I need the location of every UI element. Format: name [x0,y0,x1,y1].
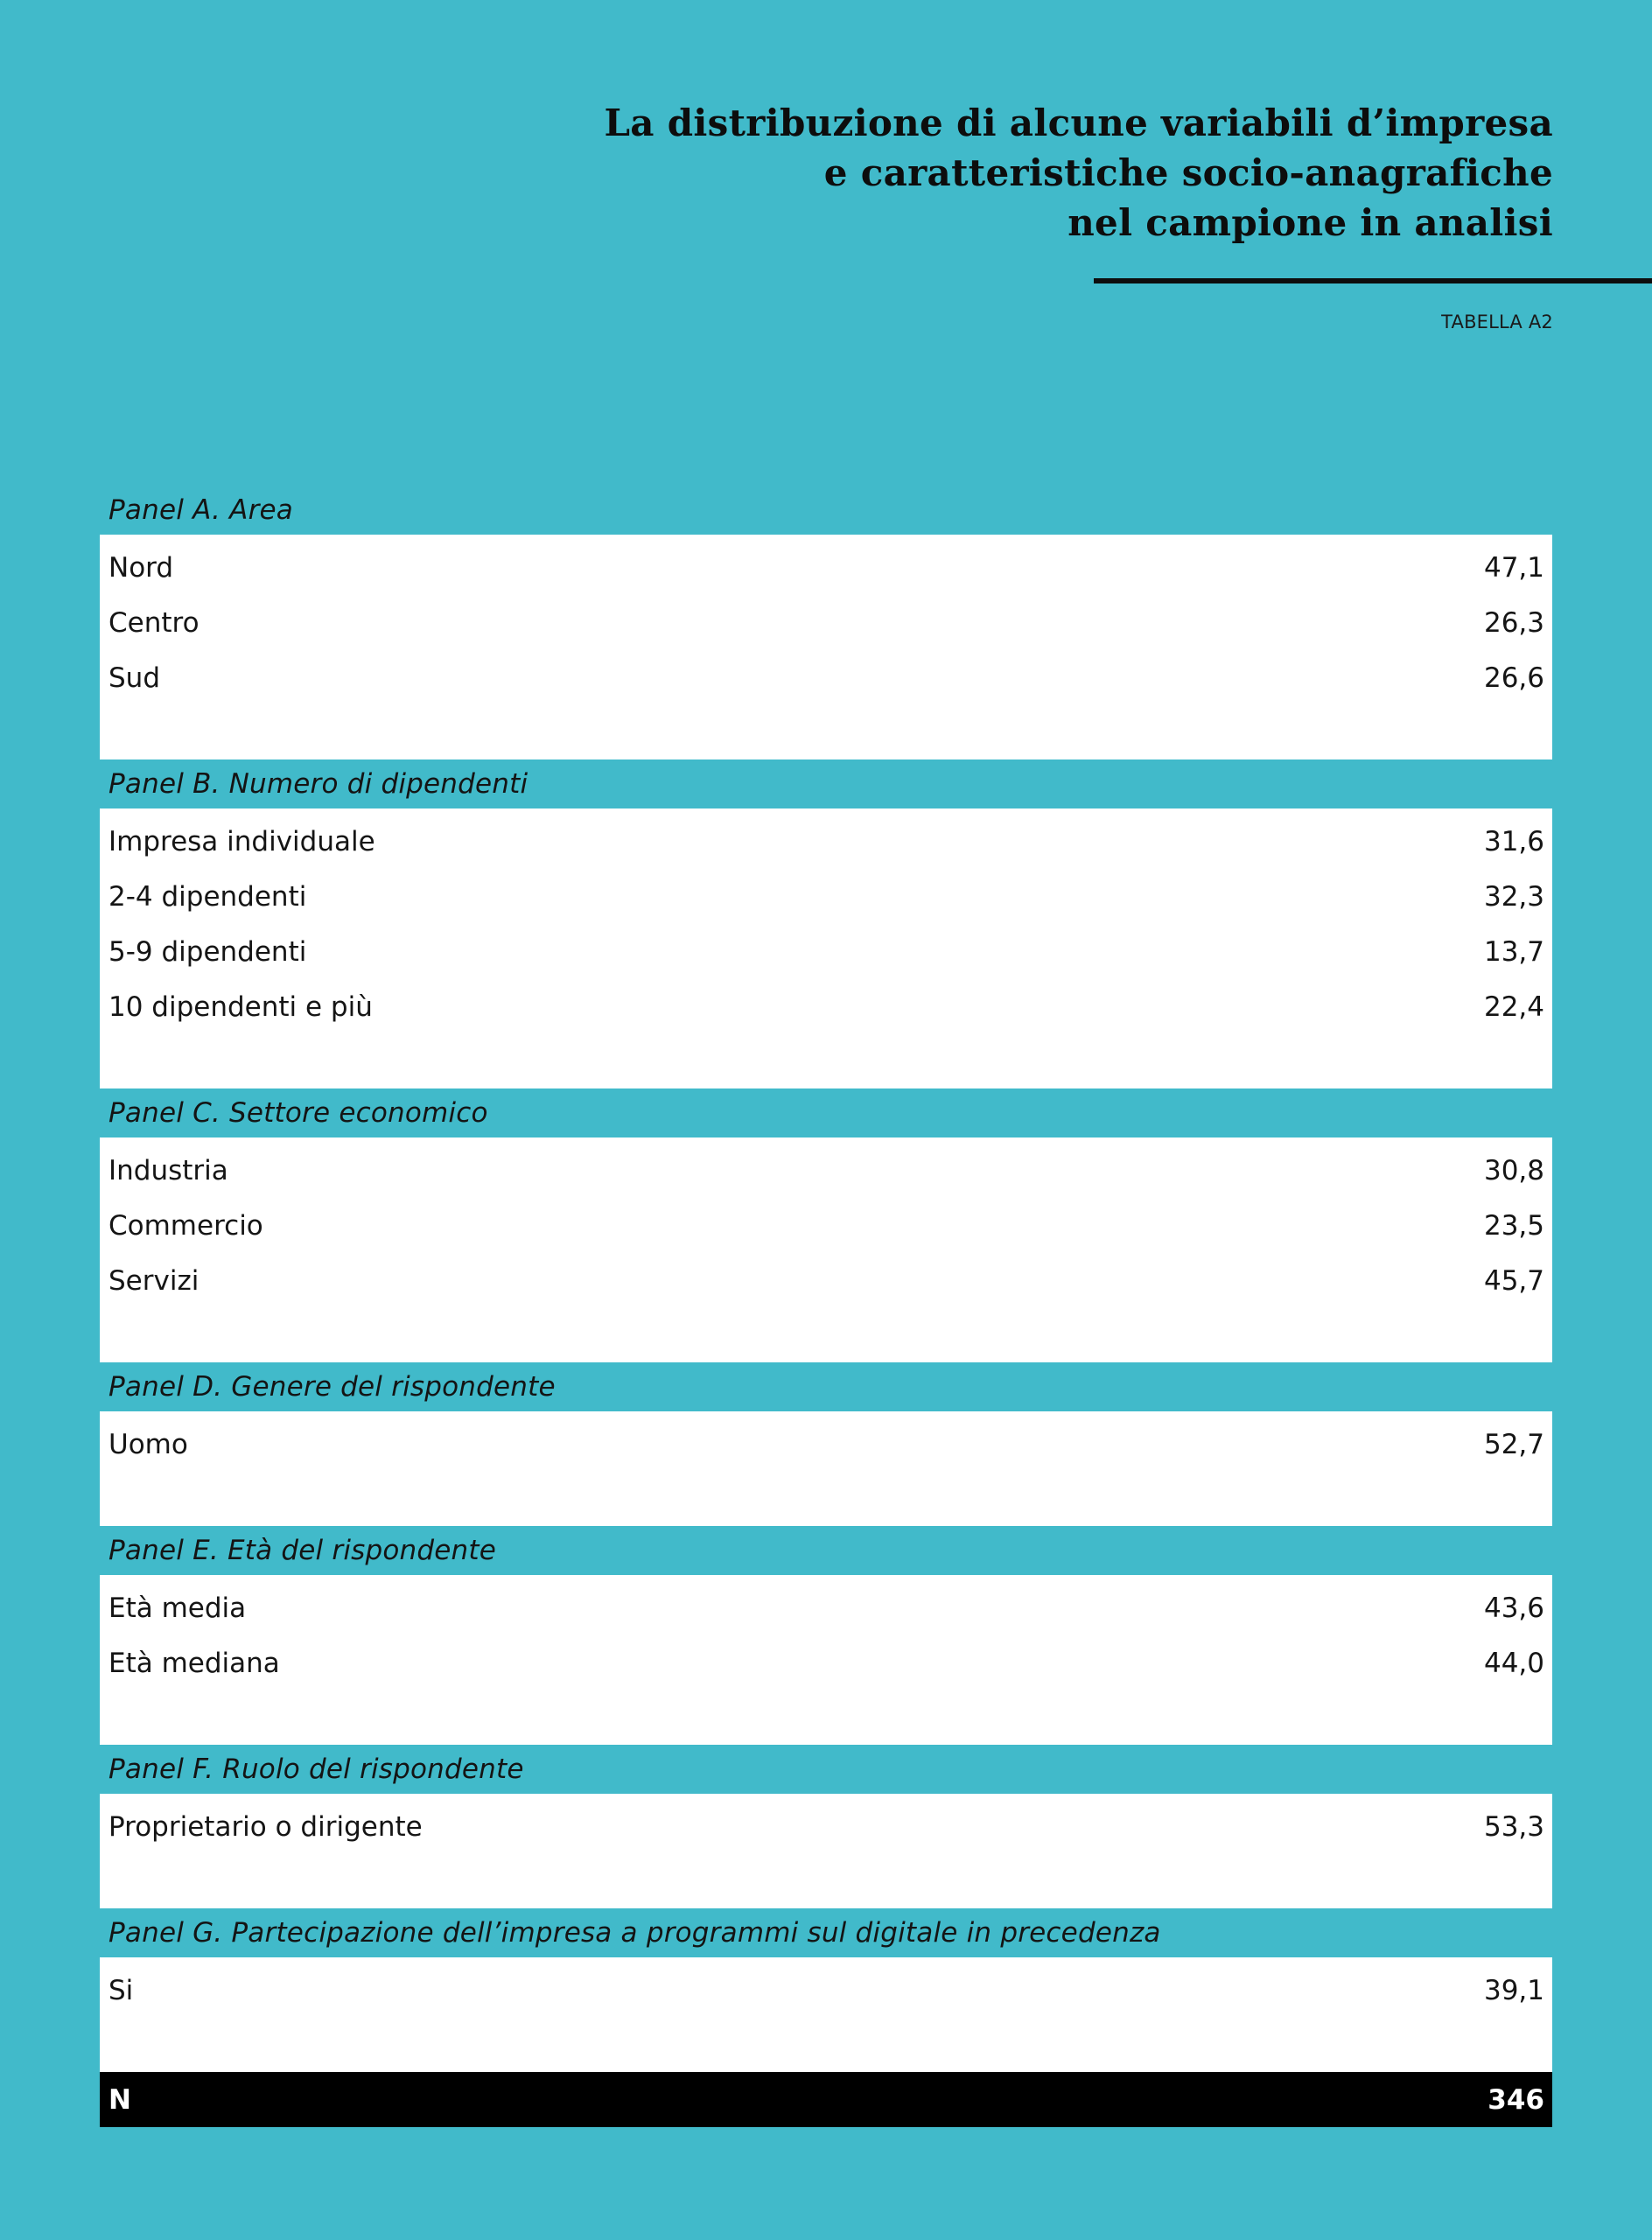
title-line-2: e caratteristiche socio-anagrafiche [823,151,1553,194]
row-value: 26,3 [1483,606,1544,639]
table-row [100,1963,1552,2018]
row-label: Sud [108,662,161,694]
row-label: Impresa individuale [108,825,375,858]
panel-spacer [100,1308,1552,1362]
row-label: Nord [108,551,174,584]
table-row [100,540,1552,595]
table-row [100,1143,1552,1198]
row-value: 22,4 [1483,990,1544,1023]
row-label: Uomo [108,1428,188,1460]
row-label: Età media [108,1592,247,1624]
title-line-1: La distribuzione di alcune variabili d’impresa [604,102,1553,144]
title-divider [1094,278,1652,284]
row-label: 2-4 dipendenti [108,880,307,913]
table-row [100,1580,1552,1635]
row-label: Si [108,1974,134,2006]
row-value: 13,7 [1483,935,1544,968]
total-label: N [108,2083,131,2116]
row-value: 31,6 [1483,825,1544,858]
row-value: 47,1 [1483,551,1544,584]
row-value: 45,7 [1483,1264,1544,1297]
row-value: 39,1 [1483,1974,1544,2006]
panel-title: Panel D. Genere del rispondente [108,1371,556,1403]
row-label: 5-9 dipendenti [108,935,307,968]
panel-title: Panel B. Numero di dipendenti [108,768,528,800]
row-value: 44,0 [1483,1647,1544,1679]
row-value: 26,6 [1483,662,1544,694]
row-label: Proprietario o dirigente [108,1810,423,1843]
row-value: 52,7 [1483,1428,1544,1460]
panel-title: Panel E. Età del rispondente [108,1535,497,1566]
row-label: Industria [108,1154,228,1186]
row-value: 23,5 [1483,1209,1544,1242]
panel-spacer [100,1854,1552,1908]
table-label: TABELLA A2 [1441,312,1553,332]
panel-spacer [100,2018,1552,2072]
panel-title: Panel G. Partecipazione dell’impresa a programmi sul digitale in precedenza [108,1917,1161,1949]
row-label: Centro [108,606,200,639]
total-row [100,2072,1552,2127]
table-row [100,1253,1552,1308]
panel-spacer [100,705,1552,760]
panel-body [100,1411,1552,1526]
table-row [100,979,1552,1034]
page-title [503,98,1553,248]
table-row [100,1799,1552,1854]
title-line-3: nel campione in analisi [1068,201,1553,244]
panel-title: Panel C. Settore economico [108,1097,488,1129]
row-value: 53,3 [1483,1810,1544,1843]
data-table [100,486,1552,2127]
table-row [100,814,1552,869]
panel-body [100,535,1552,760]
row-value: 30,8 [1483,1154,1544,1186]
panel-body [100,1794,1552,1908]
table-row [100,1198,1552,1253]
row-value: 32,3 [1483,880,1544,913]
total-value: 346 [1488,2083,1544,2116]
table-row [100,1635,1552,1690]
table-row [100,869,1552,924]
panel-spacer [100,1472,1552,1526]
panel-body [100,1957,1552,2072]
table-row [100,1417,1552,1472]
row-label: Servizi [108,1264,200,1297]
row-label: Commercio [108,1209,263,1242]
panel-spacer [100,1690,1552,1745]
row-value: 43,6 [1483,1592,1544,1624]
table-row [100,650,1552,705]
panel-title: Panel F. Ruolo del rispondente [108,1754,524,1785]
panel-body [100,1138,1552,1362]
panel-body [100,808,1552,1088]
row-label: 10 dipendenti e più [108,990,373,1023]
panel-title: Panel A. Area [108,494,293,526]
panel-spacer [100,1034,1552,1088]
panel-body [100,1575,1552,1745]
table-row [100,595,1552,650]
row-label: Età mediana [108,1647,280,1679]
table-row [100,924,1552,979]
